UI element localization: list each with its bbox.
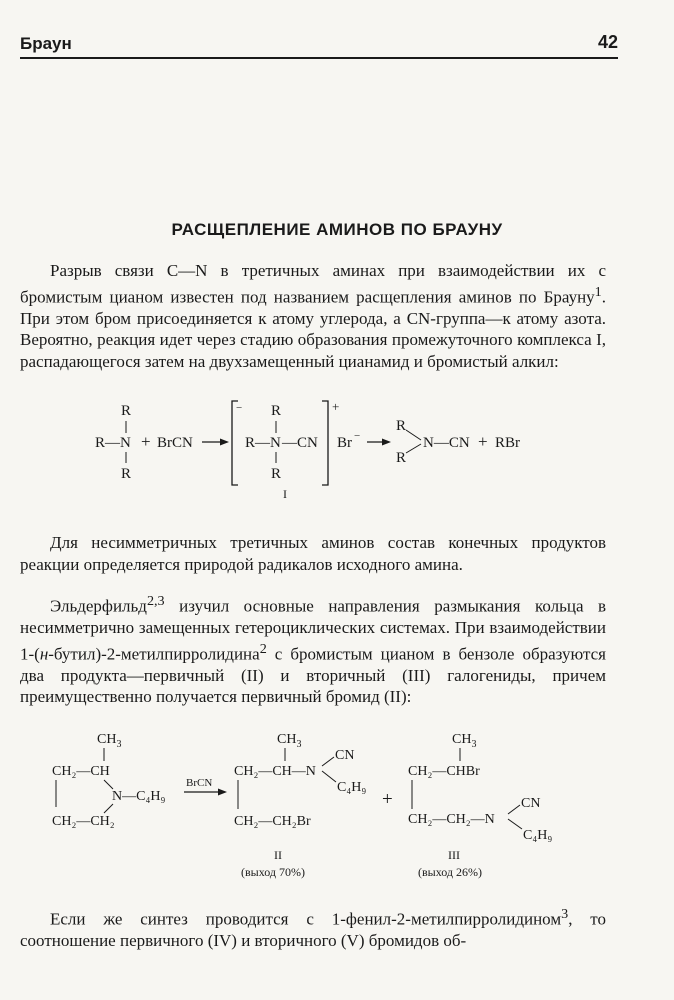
cyanamide-product: N—CN	[423, 435, 470, 451]
bromide-charge: −	[354, 430, 361, 442]
bond	[322, 757, 334, 766]
arrow-head	[382, 439, 391, 446]
italic-prefix: н	[39, 644, 49, 664]
paragraph-text: Разрыв связи C—N в третичных аминах при взаимодействии их с бромистым цианом известен под названием расщепления аминов по Брауну	[20, 261, 606, 307]
ring-upper: CH₂—CH	[52, 764, 110, 779]
ring-bond	[104, 780, 113, 789]
compound-label-ii: II	[274, 848, 282, 862]
footnote-ref: 2,3	[146, 593, 165, 609]
bromide-ion: Br	[337, 435, 352, 451]
product-ii-bromide: CH₂—CH₂Br	[234, 814, 311, 829]
running-header: Браун	[20, 34, 72, 53]
r-n-group: R—N	[245, 435, 281, 451]
paragraph-asymmetric	[20, 532, 606, 575]
ring-bond	[104, 804, 113, 813]
footnote-ref: 1	[594, 283, 602, 300]
product-iii-bromide: CH₂—CHBr	[408, 764, 480, 779]
reagent-brcn: BrCN	[157, 435, 193, 451]
paragraph-text: Эльдерфильд	[50, 596, 147, 616]
paragraph-elderfield	[20, 591, 606, 708]
right-bracket	[322, 401, 328, 485]
methyl-group: $CH_3$	[97, 732, 122, 750]
header-rule	[20, 57, 618, 59]
cyano-group: —CN	[282, 435, 318, 451]
reaction-scheme-1	[0, 395, 674, 505]
paragraph-phenyl	[20, 904, 606, 952]
product-iii-chain: CH₂—CH₂—N	[408, 812, 495, 827]
bracket-charge: −	[236, 402, 243, 414]
butyl-group: C₄H₉	[337, 780, 367, 795]
r-substituent-upper: R	[396, 418, 407, 434]
n-butyl-nitrogen: N—C₄H₉	[112, 789, 166, 804]
r-substituent-top: R	[271, 403, 282, 419]
section-title: РАСЩЕПЛЕНИЕ АМИНОВ ПО БРАУНУ	[171, 220, 503, 239]
cyano-group: CN	[521, 796, 541, 811]
paragraph-text: -бутил)-2-метилпирролидина	[48, 644, 260, 664]
paragraph-text: Если же синтез проводится с 1-фенил-2-метилпирролидином	[50, 909, 562, 929]
paragraph-intro	[20, 260, 606, 372]
paragraph-text: , то соотношение первичного (IV) и вторичного (V) бромидов об-	[20, 909, 606, 951]
reagent-label: BrCN	[186, 777, 213, 789]
bond	[406, 430, 421, 440]
bond	[508, 819, 522, 829]
ring-lower: CH₂—CH₂	[52, 814, 115, 829]
bond	[406, 444, 421, 453]
paragraph-text: изучил основные направления размыкания кольца в несимметрично замещенных гетероциклических системах. При взаимодействии 1-(	[20, 596, 606, 664]
r-n-group: R—N	[95, 435, 131, 451]
butyl-group: C₄H₉	[523, 828, 553, 843]
yield-iii: (выход 26%)	[418, 865, 483, 879]
r-substituent-bottom: R	[271, 466, 282, 482]
yield-ii: (выход 70%)	[241, 865, 306, 879]
methyl-group: $CH_3$	[452, 732, 477, 750]
compound-label-iii: III	[448, 848, 460, 862]
r-substituent-lower: R	[396, 450, 407, 466]
reaction-scheme-2	[0, 725, 674, 885]
plus-sign: +	[478, 432, 488, 451]
methyl-group: $CH_3$	[277, 732, 302, 750]
paragraph-text: с бромистым цианом в бензоле образуются два продукта—первичный (II) и вторичный (III) галогениды, причем преимущественно получается первичный бромид (II):	[20, 644, 606, 707]
complex-charge: +	[332, 399, 340, 414]
footnote-ref: 3	[561, 906, 569, 922]
r-substituent-top: R	[121, 403, 132, 419]
r-substituent-bottom: R	[121, 466, 132, 482]
arrow-head	[220, 439, 229, 446]
compound-label-i: I	[283, 487, 287, 501]
cyano-group: CN	[335, 748, 355, 763]
alkyl-bromide-product: RBr	[495, 435, 521, 451]
bond	[322, 771, 336, 782]
product-ii-chain: CH₂—CH—N	[234, 764, 316, 779]
plus-sign: +	[382, 789, 393, 810]
plus-sign: +	[141, 432, 151, 451]
bond	[508, 805, 520, 814]
paragraph-text: Для несимметричных третичных аминов состав конечных продуктов реакции определяется природой радикалов исходного амина.	[20, 533, 606, 574]
footnote-ref: 2	[259, 640, 267, 657]
page-number: 42	[597, 32, 618, 52]
paragraph-text: . При этом бром присоединяется к атому углерода, а CN-группа—к атому азота. Вероятно, реакция идет через стадию образования промежуточного комплекса I, распадающегося затем на двухзамещенный цианамид и бромистый алкил:	[20, 287, 606, 371]
arrow-head	[218, 789, 227, 796]
